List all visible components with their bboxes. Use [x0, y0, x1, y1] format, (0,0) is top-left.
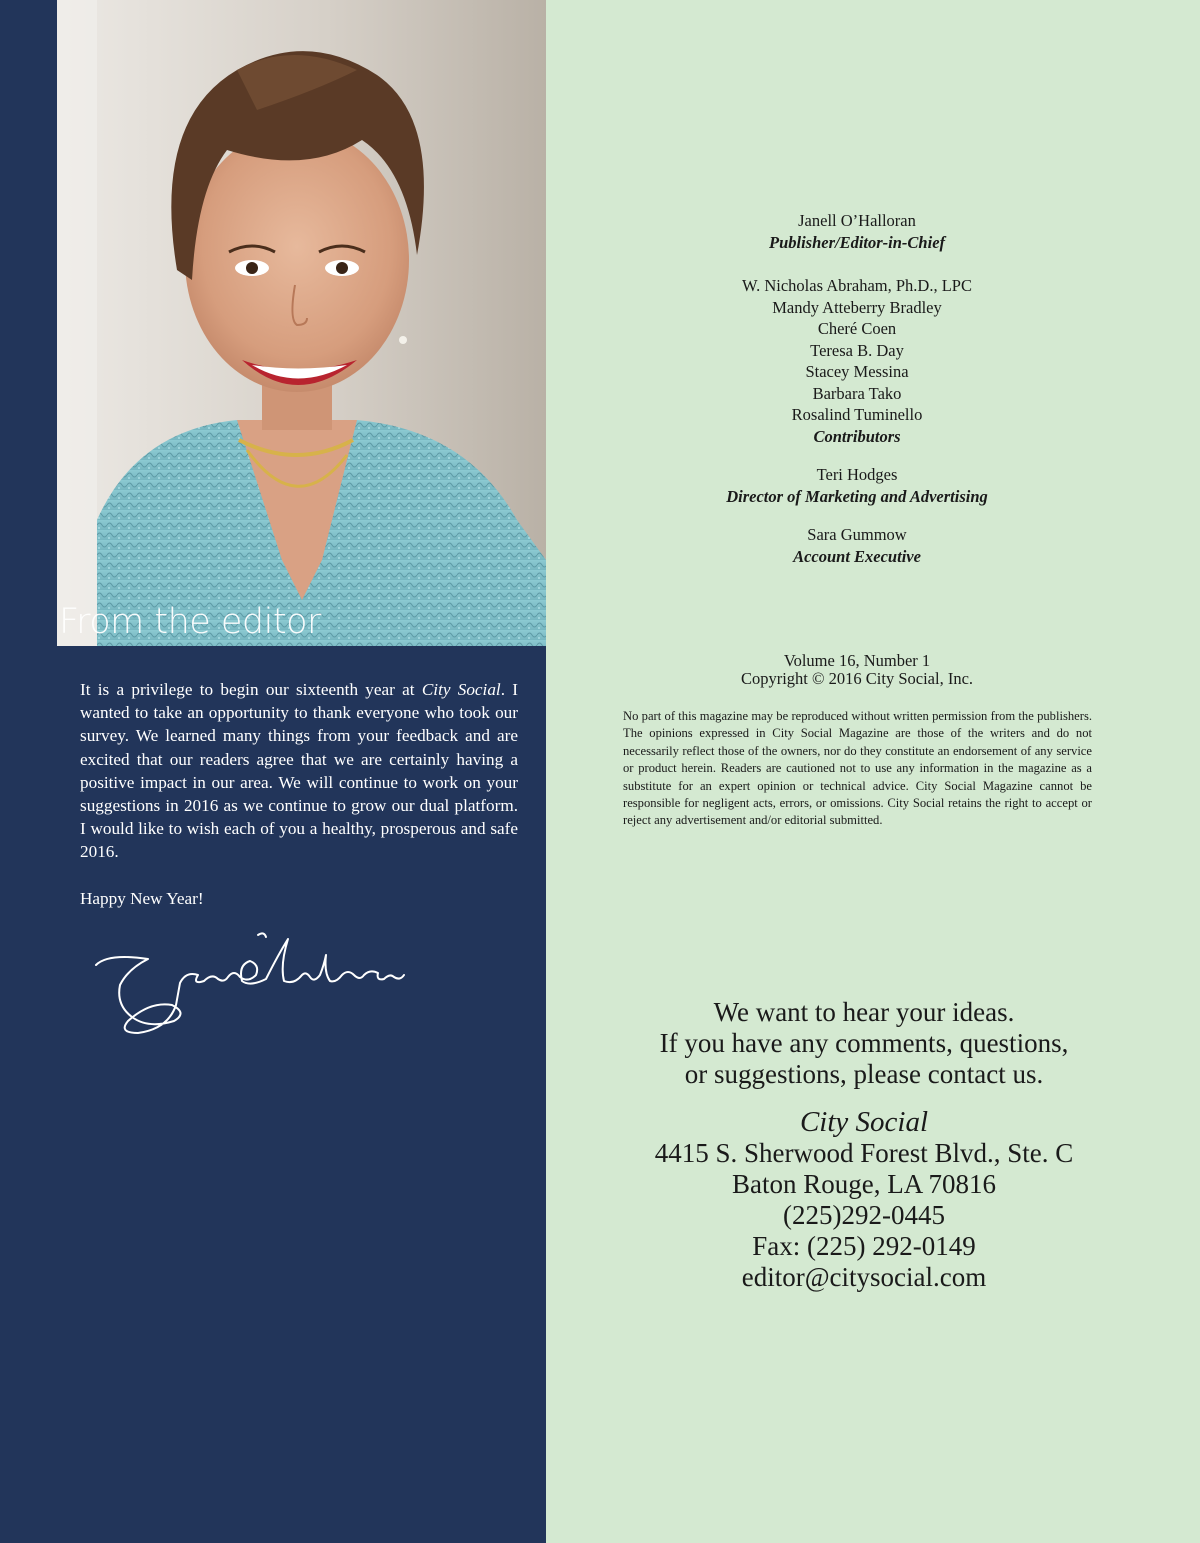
letter-closing: Happy New Year! [80, 888, 204, 908]
contributor-name: Mandy Atteberry Bradley [772, 297, 942, 317]
disclaimer-text: No part of this magazine may be reproduced without written permission from the publishers. The opinions expressed in City Social Magazine are those of the writers and do not necessarily reflect those of the owners, nor do they constitute an endorsement of any service or product herein. Readers are cautioned not to use any information in the magazine as a substitute for an expert opinion or technical advice. City Social Magazine cannot be responsible for negligent acts, errors, or omissions. City Social retains the right to accept or reject any advertisement and/or editorial submitted. [623, 709, 1092, 828]
contact-invite-line: or suggestions, please contact us. [684, 1059, 1044, 1089]
publisher-role: Publisher/Editor-in-Chief [768, 232, 946, 252]
volume-info [546, 652, 1168, 687]
contributor-name: W. Nicholas Abraham, Ph.D., LPC [742, 276, 972, 295]
volume-number: Volume 16, Number 1 [783, 651, 931, 670]
contact-invite-line: If you have any comments, questions, [659, 1028, 1069, 1058]
contributors-role: Contributors [813, 426, 901, 446]
contributor-name: Teresa B. Day [810, 340, 904, 360]
fax-number: Fax: (225) 292-0149 [752, 1231, 976, 1261]
editor-signature [88, 925, 408, 1040]
account-executive-name: Sara Gummow [807, 525, 907, 544]
company-name: City Social [799, 1106, 929, 1138]
contributor-name: Stacey Messina [805, 362, 909, 381]
email-address[interactable]: editor@citysocial.com [741, 1262, 987, 1292]
contact-block [546, 997, 1182, 1293]
letter-text: . I wanted to take an opportunity to thank everyone who took our survey. We learned many things from your feedback and are excited that our readers agree that we are certainly having a positive impact in our area. We will continue to work on your suggestions in 2016 as we continue to grow our dual platform. I would like to wish each of you a healthy, prosperous and safe 2016. [80, 680, 518, 862]
contributor-name: Cheré Coen [817, 319, 897, 338]
editor-letter [80, 678, 518, 910]
phone-number: (225)292-0445 [783, 1200, 945, 1230]
address-line: 4415 S. Sherwood Forest Blvd., Ste. C [654, 1138, 1074, 1168]
editor-photo [57, 0, 546, 646]
contributor-name: Rosalind Tuminello [791, 405, 923, 424]
account-executive-role: Account Executive [793, 546, 921, 566]
letter-magazine-name: City Social [421, 680, 501, 699]
editor-portrait-illustration [57, 0, 546, 646]
from-the-editor-caption: From the editor [59, 602, 321, 642]
letter-body [80, 678, 518, 864]
left-strip [0, 0, 57, 646]
marketing-director-role: Director of Marketing and Advertising [726, 486, 988, 506]
contributor-name: Barbara Tako [812, 383, 902, 403]
masthead [546, 210, 1168, 567]
contact-invite-line: We want to hear your ideas. [713, 997, 1015, 1027]
marketing-director-name: Teri Hodges [816, 465, 898, 484]
copyright-line: Copyright © 2016 City Social, Inc. [740, 668, 974, 688]
address-city-line: Baton Rouge, LA 70816 [732, 1169, 996, 1199]
publisher-name: Janell O’Halloran [798, 211, 916, 230]
letter-intro: It is a privilege to begin our sixteenth year at [80, 680, 422, 699]
